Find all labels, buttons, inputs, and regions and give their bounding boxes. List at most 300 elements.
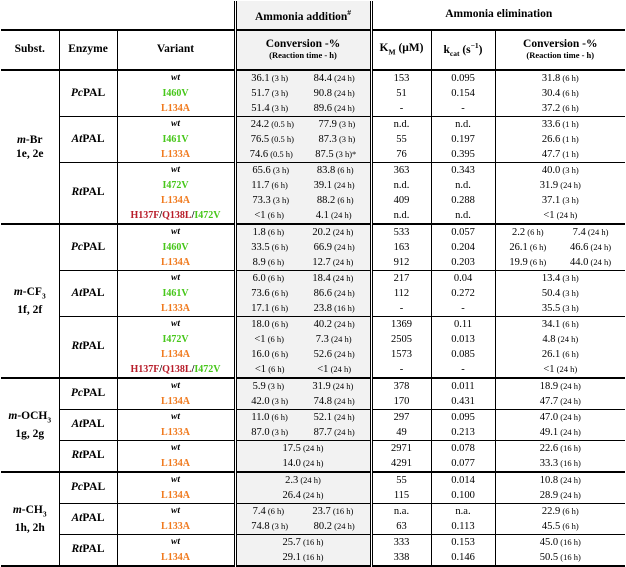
value-time: (3 h) [265,380,285,391]
addition-pair [239,349,368,360]
value-time: (0.5 h) [269,118,294,129]
variant-label: I472V [194,209,221,221]
elimination-pair [498,227,624,238]
variant-cell [117,472,235,488]
substrate-name [3,133,57,147]
value [314,349,355,360]
value-time: (24 h) [331,179,355,190]
value [251,103,288,114]
ammonia-addition-header: Ammonia addition# [235,1,371,30]
value-number: 33.3 [539,457,559,469]
km-cell: 363 [371,163,431,179]
value-number: 22.9 [541,505,561,517]
value-number: 18.0 [251,318,270,330]
value-number: 66.9 [313,241,333,253]
value-number: 8.9 [252,256,266,268]
elimination-cell [495,378,625,394]
km-cell: 163 [371,240,431,255]
variant-cell [117,178,235,193]
value-time: (24 h) [332,241,355,252]
addition-pair [239,242,368,253]
value-time: (6 h) [560,348,579,359]
addition-cell [235,240,371,255]
value [542,273,579,284]
value [252,165,289,176]
kcat-cell: 0.197 [431,132,495,147]
value-number: 17.5 [282,442,301,454]
value-number: 31.8 [541,72,561,84]
enzyme-prefix: At [71,418,83,431]
enzyme-cell [59,317,117,379]
value [314,180,355,191]
addition-cell [235,70,371,86]
value [253,227,285,238]
variant-cell [117,504,235,520]
enzyme-cell [59,224,117,271]
value [540,458,581,469]
variant-cell [117,70,235,86]
addition-cell [235,472,371,488]
value-number: 44.0 [570,256,589,268]
km-cell: 4291 [371,456,431,472]
value [251,288,288,299]
variant-cell [117,147,235,163]
kcat-cell: 0.154 [431,86,495,101]
variant-label: L134A [161,551,190,563]
value-time: (6 h) [265,226,285,237]
substrate-name [3,285,57,303]
addition-pair [239,396,368,407]
value [540,443,581,454]
kcat-cell: 0.288 [431,193,495,208]
enzyme-suffix: PAL [82,340,105,353]
elimination-cell [495,193,625,208]
variant-label: L133A [161,148,190,160]
value [315,149,356,160]
elimination-cell [495,472,625,488]
value [542,149,579,160]
km-cell: 297 [371,410,431,426]
addition-cell [235,224,371,240]
value-number: 17.1 [251,302,270,314]
value [251,73,288,84]
enzyme-cell [59,271,117,317]
value-number: 31.9 [539,179,559,191]
table-row [1,70,625,86]
addition-cell [235,255,371,271]
variant-label: wt [171,73,180,84]
kcat-header: $k_{cat}$ $(s^{-1})$ [431,30,495,70]
addition-cell [235,163,371,179]
variant-label: L134A [161,348,190,360]
enzyme-header: Enzyme [59,30,117,70]
value [254,210,284,221]
enzyme-suffix: PAL [82,240,106,253]
addition-pair [239,521,368,532]
value-number: 52.6 [313,348,333,360]
value-number: 77.9 [318,118,337,130]
enzyme-prefix: At [71,132,83,145]
elimination-conversion-header: Conversion -% (Reaction time - h) [495,30,625,70]
variant-label: wt [171,506,180,517]
value [251,396,288,407]
variant-label: L134A [161,256,190,268]
value-number: 73.3 [252,194,271,206]
value-number: 87.0 [251,426,270,438]
value-number: 14.0 [282,457,301,469]
value-number: 33.5 [251,241,270,253]
value [318,119,355,130]
km-cell: - [371,101,431,117]
elimination-cell [495,255,625,271]
km-cell: 55 [371,132,431,147]
elimination-cell [495,147,625,163]
value-number: 31.9 [312,380,331,392]
variant-label: Q138L [162,209,192,221]
variant-cell [117,286,235,301]
km-cell: 333 [371,535,431,551]
enzyme-cell [59,535,117,567]
value [542,73,579,84]
addition-cell [235,441,371,457]
value-time: (6 h) [525,226,544,237]
value-number: 40.0 [541,164,561,176]
variant-label: wt [171,475,180,486]
km-cell: - [371,362,431,378]
value-number: 47.7 [539,395,559,407]
value-time: (16 h) [300,551,324,562]
elimination-cell [495,178,625,193]
variant-label: / [159,209,163,221]
value [314,88,355,99]
variant-label: wt [171,319,180,330]
value [251,242,288,253]
variant-label: L134A [161,395,190,407]
addition-pair [239,88,368,99]
variant-cell [117,132,235,147]
kcat-cell: 0.077 [431,456,495,472]
value-number: 74.6 [249,148,269,160]
kcat-cell: n.d. [431,208,495,224]
value-time: (6 h) [265,272,285,283]
km-cell: 153 [371,70,431,86]
value [282,443,323,454]
value-time: (6 h) [560,102,579,113]
kcat-cell: 0.203 [431,255,495,271]
value-number: 74.8 [313,395,333,407]
km-cell: 115 [371,488,431,504]
variant-label: L134A [161,102,190,114]
kcat-cell: 0.100 [431,488,495,504]
addition-cell [235,101,371,117]
value [251,303,288,314]
enzyme-prefix: At [71,512,83,525]
value-time: (3 h) [560,287,579,298]
value-number: 2.3 [285,474,299,486]
value [312,227,353,238]
addition-cell [235,504,371,520]
value [285,475,321,486]
value-number: 7.3 [315,333,329,345]
value-time: (3 h) [269,102,289,113]
enzyme-suffix: PAL [82,512,105,525]
value-number: 87.3 [318,133,337,145]
addition-cell [235,362,371,378]
value-number: 87.5 [315,148,334,160]
addition-cell [235,332,371,347]
value-time: (3 h) [270,164,290,175]
km-cell: n.d. [371,117,431,133]
value-time: (6 h) [560,520,579,531]
enzyme-prefix: Pc [70,387,83,400]
addition-pair [239,195,368,206]
kcat-cell: 0.011 [431,378,495,394]
kcat-cell: 0.095 [431,410,495,426]
substrate-prefix: m [13,285,23,298]
variant-cell [117,117,235,133]
value-time: (24 h) [298,474,321,485]
variant-cell [117,378,235,394]
variant-label: L133A [161,520,190,532]
variant-label: L133A [161,302,190,314]
kcat-cell: n.d. [431,178,495,193]
value [570,242,611,253]
substrate-group: $-CF_3$ [22,285,46,301]
value [540,475,581,486]
value [542,134,579,145]
value-number: 45.0 [539,536,559,548]
variant-label: / [159,363,163,375]
variant-label: L134A [161,194,190,206]
enzyme-prefix: Pc [70,86,83,99]
substrate-codes: 1f, 2f [17,304,43,317]
enzyme-cell [59,410,117,441]
variant-label: L133A [161,426,190,438]
value-number: 90.8 [313,87,333,99]
value-number: 80.2 [313,520,333,532]
variant-label: wt [171,119,180,130]
value [542,349,579,360]
value-time: (24 h) [558,179,581,190]
value-number: 83.8 [316,164,336,176]
variant-label: wt [171,273,180,284]
km-cell: 533 [371,224,431,240]
value-number: 84.4 [313,72,333,84]
addition-cell [235,271,371,287]
value-time: (6 h) [560,318,579,329]
variant-cell [117,317,235,333]
value [312,257,353,268]
substrate-name [3,503,57,521]
value [312,506,353,517]
value-time: (24 h) [554,363,578,374]
value-number: 40.2 [313,318,333,330]
enzyme-suffix: PAL [82,418,105,431]
variant-cell [117,347,235,362]
value-number: 26.4 [282,489,301,501]
table-row [1,441,625,457]
value-time: (6 h) [560,72,579,83]
value [253,273,285,284]
value-number: 65.6 [252,164,271,176]
variant-label: H137F [130,363,160,375]
value [540,427,581,438]
substrate-cell [1,378,59,472]
enzyme-suffix: PAL [82,543,105,556]
value-time: (3 h) [560,164,579,175]
addition-cell [235,147,371,163]
value [253,506,285,517]
table-row [1,117,625,133]
value-time: (24 h) [558,395,581,406]
elimination-cell [495,441,625,457]
value [251,88,288,99]
value-time: (16 h) [330,505,354,516]
value [317,165,354,176]
value-time: (24 h) [332,87,355,98]
value [540,490,581,501]
kcat-cell: 0.343 [431,163,495,179]
variant-cell [117,332,235,347]
value-time: (6 h) [335,164,354,175]
value [543,364,577,375]
value-number: 74.8 [251,520,270,532]
addition-cell [235,208,371,224]
enzyme-prefix: Rt [71,186,83,199]
elimination-cell [495,132,625,147]
addition-pair [239,303,368,314]
value [573,227,609,238]
value [314,427,355,438]
kcat-cell: - [431,301,495,317]
value-number: 28.9 [539,489,559,501]
addition-pair [239,134,368,145]
substrate-group: $-CH_3$ [21,503,47,519]
substrate-prefix: m [12,503,22,516]
value-number: 36.1 [251,72,270,84]
value [540,396,581,407]
value-number: <1 [254,333,266,345]
value-number: <1 [543,363,555,375]
value-time: (24 h) [332,102,355,113]
value-number: 33.6 [541,118,561,130]
addition-pair [239,364,368,375]
value [255,364,285,375]
value [312,273,353,284]
enzyme-prefix: Pc [70,240,83,253]
value-number: 49.1 [539,426,559,438]
value [314,412,355,423]
value-number: 34.1 [541,318,561,330]
value [282,458,323,469]
elimination-cell [495,425,625,441]
value [540,412,581,423]
value-time: (3 h) [270,194,290,205]
addition-conversion-header: Conversion -% (Reaction time - h) [235,30,371,70]
value-number: 89.6 [313,102,333,114]
addition-pair [239,381,368,392]
value-time: (1 h) [560,148,579,159]
km-cell: 76 [371,147,431,163]
table-row [1,410,625,426]
enzyme-suffix: PAL [82,132,105,145]
value-time: (24 h) [332,318,355,329]
addition-pair [239,210,368,221]
value [251,521,288,532]
value-time: (6 h) [265,505,285,516]
addition-cell [235,488,371,504]
value-time: (1 h) [560,133,579,144]
addition-pair [239,506,368,517]
value-number: 47.0 [539,411,559,423]
value [314,396,355,407]
variant-label: L134A [161,489,190,501]
value-time: (3 h) [336,133,356,144]
elimination-cell [495,347,625,362]
value-number: 2.2 [512,226,526,238]
value-number: 51.4 [251,102,270,114]
substrate-cell [1,224,59,378]
variant-label: wt [171,537,180,548]
substrate-cell [1,472,59,566]
addition-pair [239,273,368,284]
elimination-cell [495,394,625,410]
kcat-cell: 0.014 [431,472,495,488]
variant-cell [117,425,235,441]
variant-cell [117,163,235,179]
addition-cell [235,317,371,333]
addition-pair [239,319,368,330]
variant-cell [117,255,235,271]
kcat-cell: 0.146 [431,550,495,566]
value [543,210,577,221]
variant-cell [117,101,235,117]
value-time: (1 h) [560,118,579,129]
addition-cell [235,456,371,472]
results-table [1,1,625,567]
value [314,242,355,253]
substrate-group: -Br [25,134,43,146]
addition-cell [235,286,371,301]
elimination-cell [495,550,625,566]
value-time: (24 h) [555,333,579,344]
addition-cell [235,394,371,410]
elimination-cell [495,504,625,520]
value-time: (24 h) [588,256,612,267]
value-time: (24 h) [328,333,352,344]
value-time: (6 h) [269,302,289,313]
value-number: 1.8 [252,226,266,238]
value [540,180,581,191]
value [542,119,579,130]
addition-cell [235,193,371,208]
value-time: (24 h) [558,380,581,391]
substrate-codes: 1e, 2e [16,148,44,160]
elimination-cell [495,271,625,287]
value [251,349,288,360]
value-number: 13.4 [541,272,561,284]
value-number: 73.6 [251,287,270,299]
value-time: (24 h) [558,411,581,422]
km-cell: 170 [371,394,431,410]
value-time: (6 h) [266,363,285,374]
value-time: (24 h) [332,426,355,437]
value-number: 18.9 [539,380,559,392]
value-time: (24 h) [328,209,352,220]
variant-cell [117,224,235,240]
value [570,257,611,268]
enzyme-suffix: PAL [82,449,105,462]
